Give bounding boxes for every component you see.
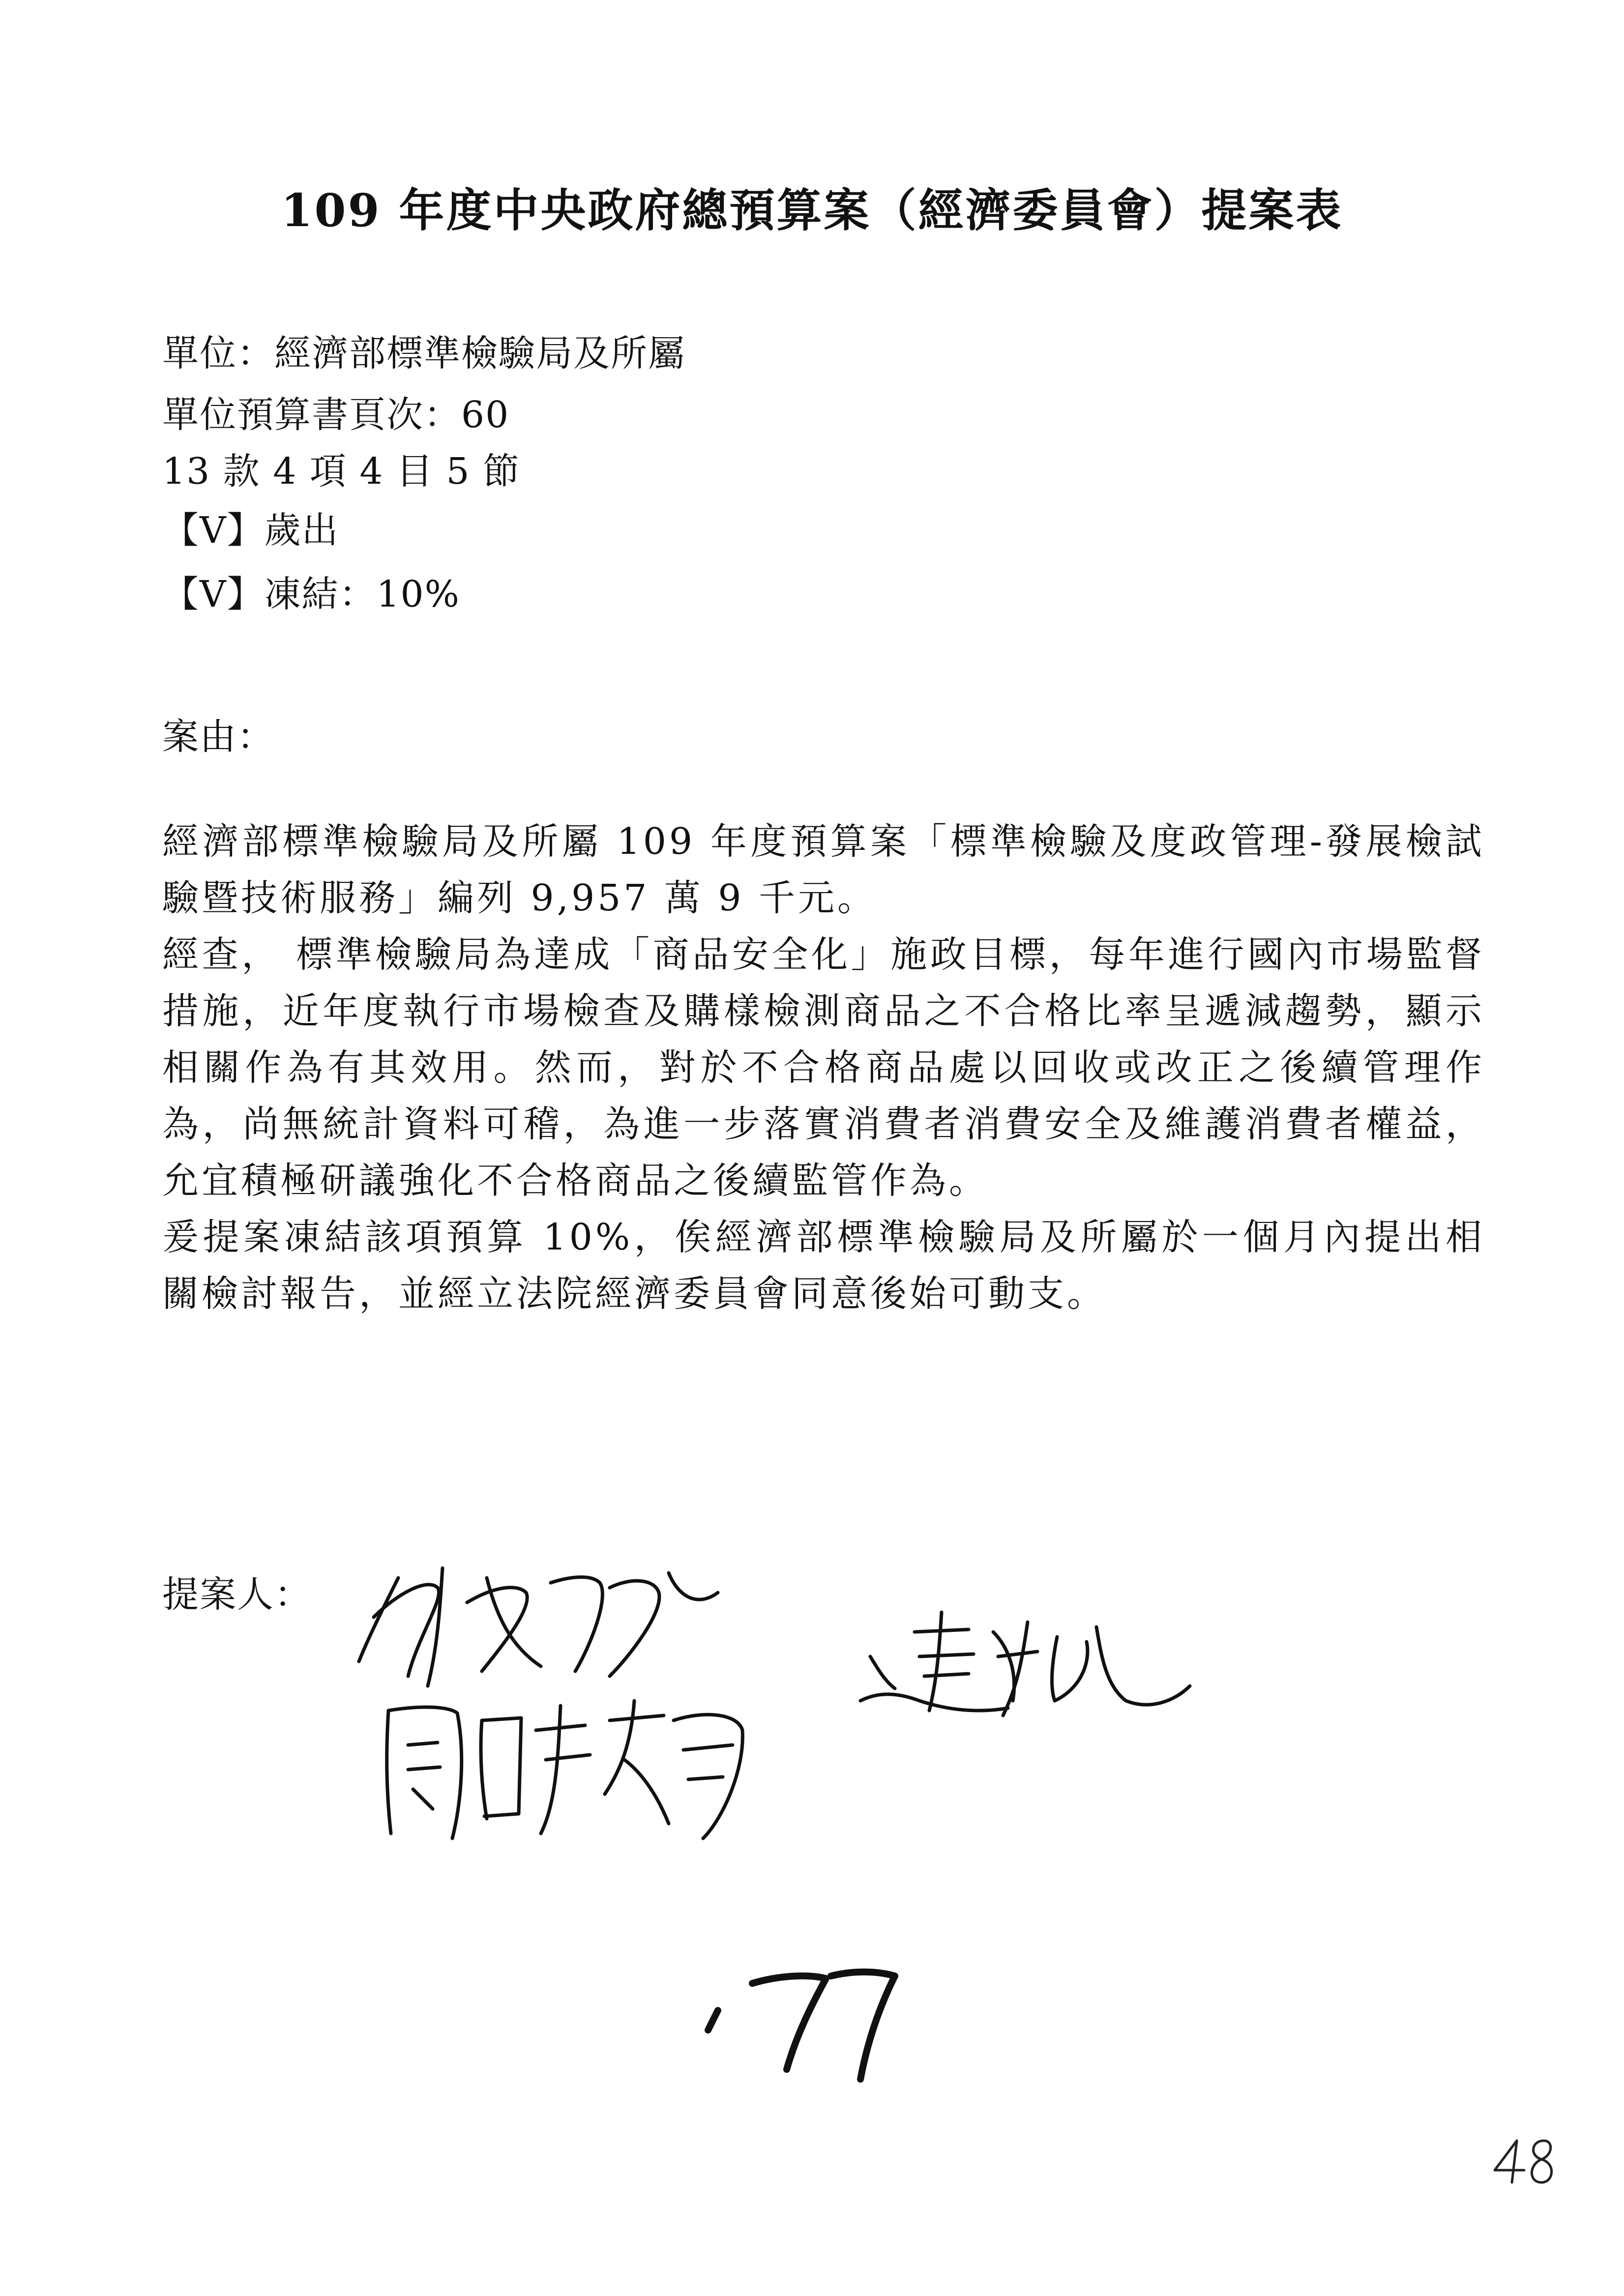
handwritten-page-number [698,1956,905,2084]
signature-2 [379,1691,752,1848]
body-paragraph: 經濟部標準檢驗局及所屬 109 年度預算案「標準檢驗及度政管理-發展檢試驗暨技術服務」編列 9,957 萬 9 千元。 [162,820,1485,919]
budget-item-line: 13 款 4 項 4 目 5 節 [162,450,521,493]
corner-page-number [1490,2136,1564,2185]
signature-1 [354,1548,728,1696]
unit-line: 單位：經濟部標準檢驗局及所屬 [162,332,685,375]
signature-3 [851,1602,1195,1740]
expense-check-line: 【V】歲出 [162,509,339,552]
reason-label: 案由： [162,716,274,758]
proposal-body [162,814,1485,1322]
body-paragraph: 爰提案凍結該項預算 10%，俟經濟部標準檢驗局及所屬於一個月內提出相關檢討報告，並經立法院經濟委員會同意後始可動支。 [162,1216,1485,1315]
proposer-label: 提案人： [162,1573,312,1616]
body-paragraph: 經查， 標準檢驗局為達成「商品安全化」施政目標，每年進行國內市場監督措施，近年度執行市場檢查及購樣檢測商品之不合格比率呈遞減趨勢，顯示相關作為有其效用。然而，對於不合格商品處以回收或改正之後續管理作為，尚無統計資料可稽，為進一步落實消費者消費安全及維護消費者權益，允宜積極研議強化不合格商品之後續監管作為。 [162,933,1485,1202]
page-reference-line: 單位預算書頁次：60 [162,394,510,436]
page-title: 109 年度中央政府總預算案（經濟委員會）提案表 [281,184,1343,237]
freeze-check-line: 【V】凍結：10% [162,573,460,615]
